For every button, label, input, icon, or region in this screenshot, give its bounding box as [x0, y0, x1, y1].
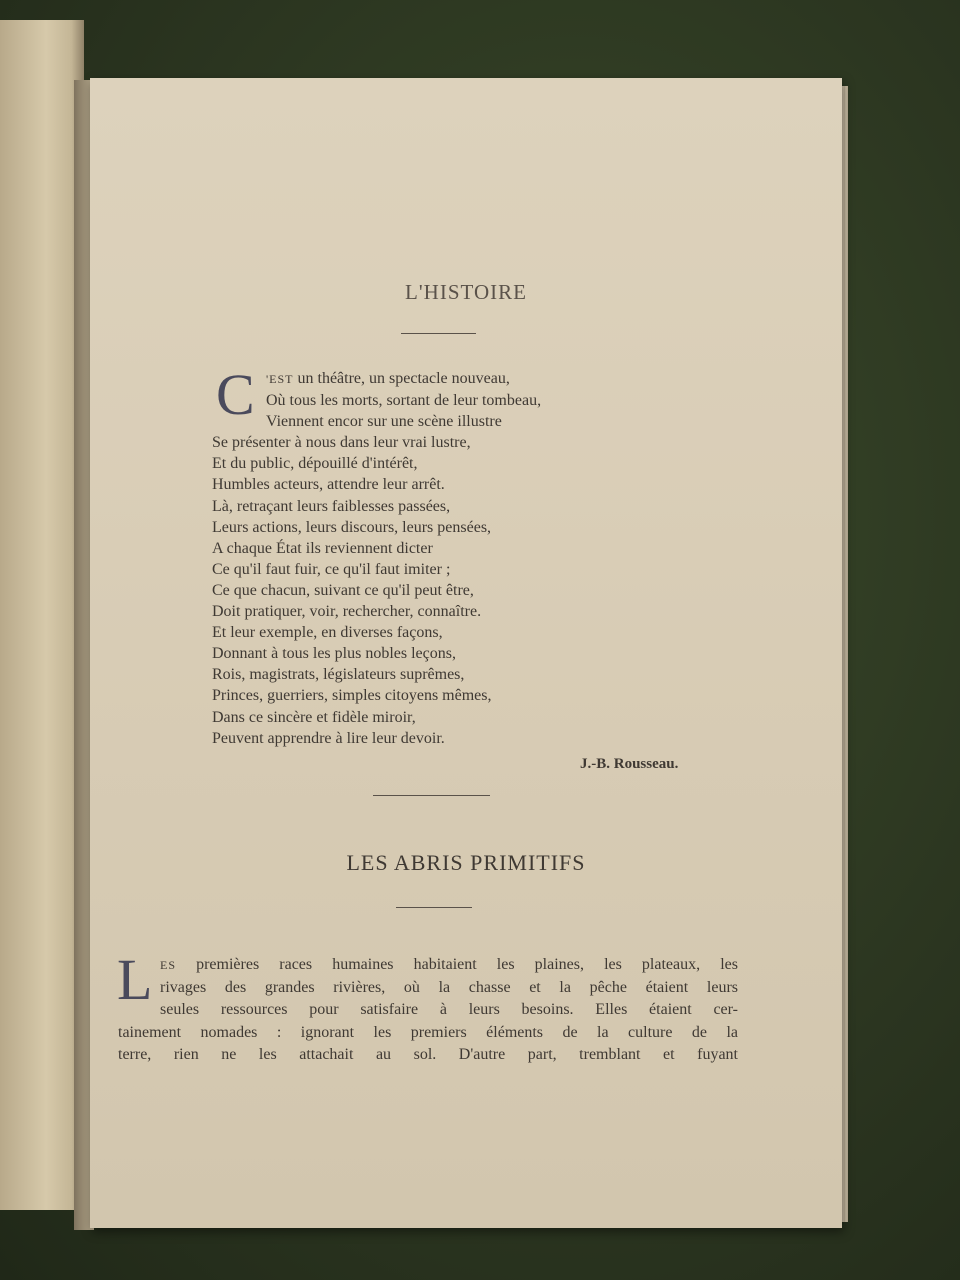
poem-attribution: J.-B. Rousseau. — [580, 756, 679, 772]
prose-line: tainement nomades : ignorant les premiers éléments de la culture de la — [118, 1023, 738, 1041]
poem-line: Doit pratiquer, voir, rechercher, connaître. — [212, 603, 482, 621]
prose-line: seules ressources pour satisfaire à leurs besoins. Elles étaient cer- — [160, 1001, 738, 1018]
book-page — [90, 78, 842, 1228]
section-title-histoire: L'HISTOIRE — [405, 280, 527, 304]
poem-line: Donnant à tous les plus nobles leçons, — [212, 645, 456, 663]
poem-line: 'EST un théâtre, un spectacle nouveau, — [266, 370, 510, 387]
prose-line: terre, rien ne les attachait au sol. D'autre part, tremblant et fuyant — [118, 1046, 738, 1063]
title-rule — [396, 907, 472, 908]
poem-line: Princes, guerriers, simples citoyens mêmes, — [212, 687, 492, 705]
poem-line: Et leur exemple, en diverses façons, — [212, 624, 443, 642]
poem-line: Là, retraçant leurs faiblesses passées, — [212, 497, 451, 515]
drop-cap-c: C — [216, 362, 255, 427]
poem-line: Peuvent apprendre à lire leur devoir. — [212, 729, 445, 747]
poem-line: Humbles acteurs, attendre leur arrêt. — [212, 476, 445, 494]
poem-line: Viennent encor sur une scène illustre — [266, 413, 502, 431]
drop-cap-l: L — [117, 947, 153, 1012]
poem-line: A chaque État ils reviennent dicter — [212, 539, 433, 557]
left-page-edge — [0, 20, 84, 1210]
poem-line: Se présenter à nous dans leur vrai lustre, — [212, 434, 471, 452]
poem-line: Rois, magistrats, législateurs suprêmes, — [212, 666, 465, 684]
title-rule — [401, 333, 476, 334]
poem-line: Où tous les morts, sortant de leur tombeau, — [266, 392, 542, 410]
prose-line: ES premières races humaines habitaient les plaines, les plateaux, les — [160, 956, 738, 973]
poem-line: Dans ce sincère et fidèle miroir, — [212, 708, 416, 726]
prose-line: rivages des grandes rivières, où la chasse et la pêche étaient leurs — [160, 978, 738, 996]
section-divider-rule — [373, 795, 490, 796]
body-text — [118, 954, 738, 1067]
poem-line: Ce que chacun, suivant ce qu'il peut être, — [212, 581, 474, 599]
section-title-abris: LES ABRIS PRIMITIFS — [346, 850, 586, 875]
poem — [212, 362, 652, 749]
poem-line: Leurs actions, leurs discours, leurs pensées, — [212, 518, 492, 536]
poem-line: Et du public, dépouillé d'intérêt, — [212, 455, 418, 473]
poem-line: Ce qu'il faut fuir, ce qu'il faut imiter ; — [212, 560, 451, 578]
